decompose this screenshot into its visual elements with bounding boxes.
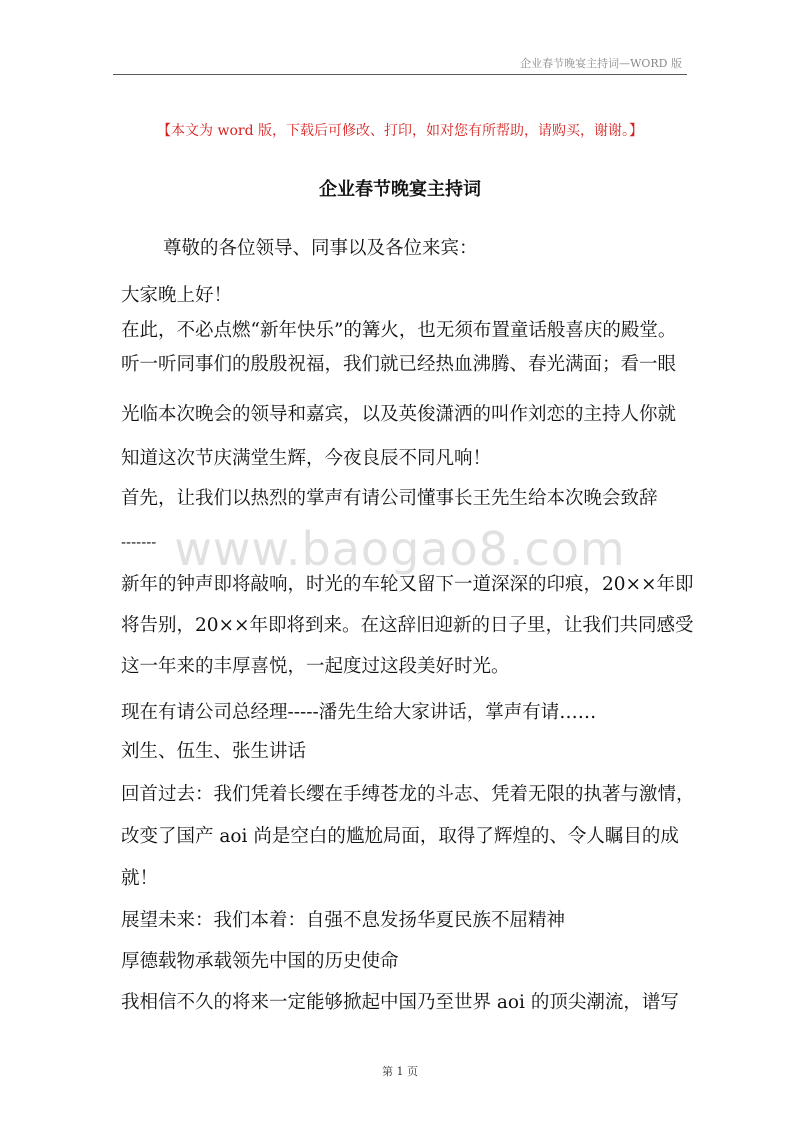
body-line: 改变了国产 aoi 尚是空白的尴尬局面，取得了辉煌的、令人瞩目的成	[121, 826, 679, 847]
site-watermark: www.baogao8.com	[174, 522, 626, 576]
word-version-notice: 【本文为 word 版，下载后可修改、打印，如对您有所帮助，请购买，谢谢。】	[157, 123, 643, 139]
body-line: 光临本次晚会的领导和嘉宾，以及英俊潇洒的叫作刘恋的主持人你就	[121, 404, 677, 425]
body-line: 将告别，20××年即将到来。在这辞旧迎新的日子里，让我们共同感受	[121, 615, 694, 636]
body-line: 厚德载物承载领先中国的历史使命	[121, 951, 399, 972]
body-line: 回首过去：我们凭着长缨在手缚苍龙的斗志、凭着无限的执著与激情，	[121, 784, 695, 805]
body-line: 现在有请公司总经理-----潘先生给大家讲话，掌声有请……	[121, 702, 597, 723]
header-divider	[113, 74, 687, 75]
running-header-title: 企业春节晚宴主持词—WORD 版	[520, 57, 682, 70]
page-title: 企业春节晚宴主持词	[319, 179, 481, 200]
body-line: 刘生、伍生、张生讲话	[121, 741, 307, 762]
body-line: 我相信不久的将来一定能够掀起中国乃至世界 aoi 的顶尖潮流，谱写	[121, 992, 679, 1013]
body-line: 首先，让我们以热烈的掌声有请公司懂事长王先生给本次晚会致辞	[121, 488, 658, 509]
page-number: 第 1 页	[382, 1065, 418, 1078]
body-line: 这一年来的丰厚喜悦，一起度过这段美好时光。	[121, 656, 510, 677]
body-line: 在此，不必点燃“新年快乐”的篝火，也无须布置童话般喜庆的殿堂。	[121, 320, 677, 341]
salutation-line: 尊敬的各位领导、同事以及各位来宾：	[163, 238, 478, 259]
body-line: 展望未来：我们本着：自强不息发扬华夏民族不屈精神	[121, 910, 566, 931]
body-line: 就！	[121, 868, 159, 889]
body-line: 大家晚上好！	[121, 285, 233, 306]
body-line: 听一听同事们的殷殷祝福，我们就已经热血沸腾、春光满面；看一眼	[121, 354, 677, 375]
dash-separator-line: -------	[121, 535, 157, 551]
body-line: 新年的钟声即将敲响，时光的车轮又留下一道深深的印痕，20××年即	[121, 574, 694, 595]
body-line: 知道这次节庆满堂生辉，今夜良辰不同凡响！	[121, 448, 492, 469]
